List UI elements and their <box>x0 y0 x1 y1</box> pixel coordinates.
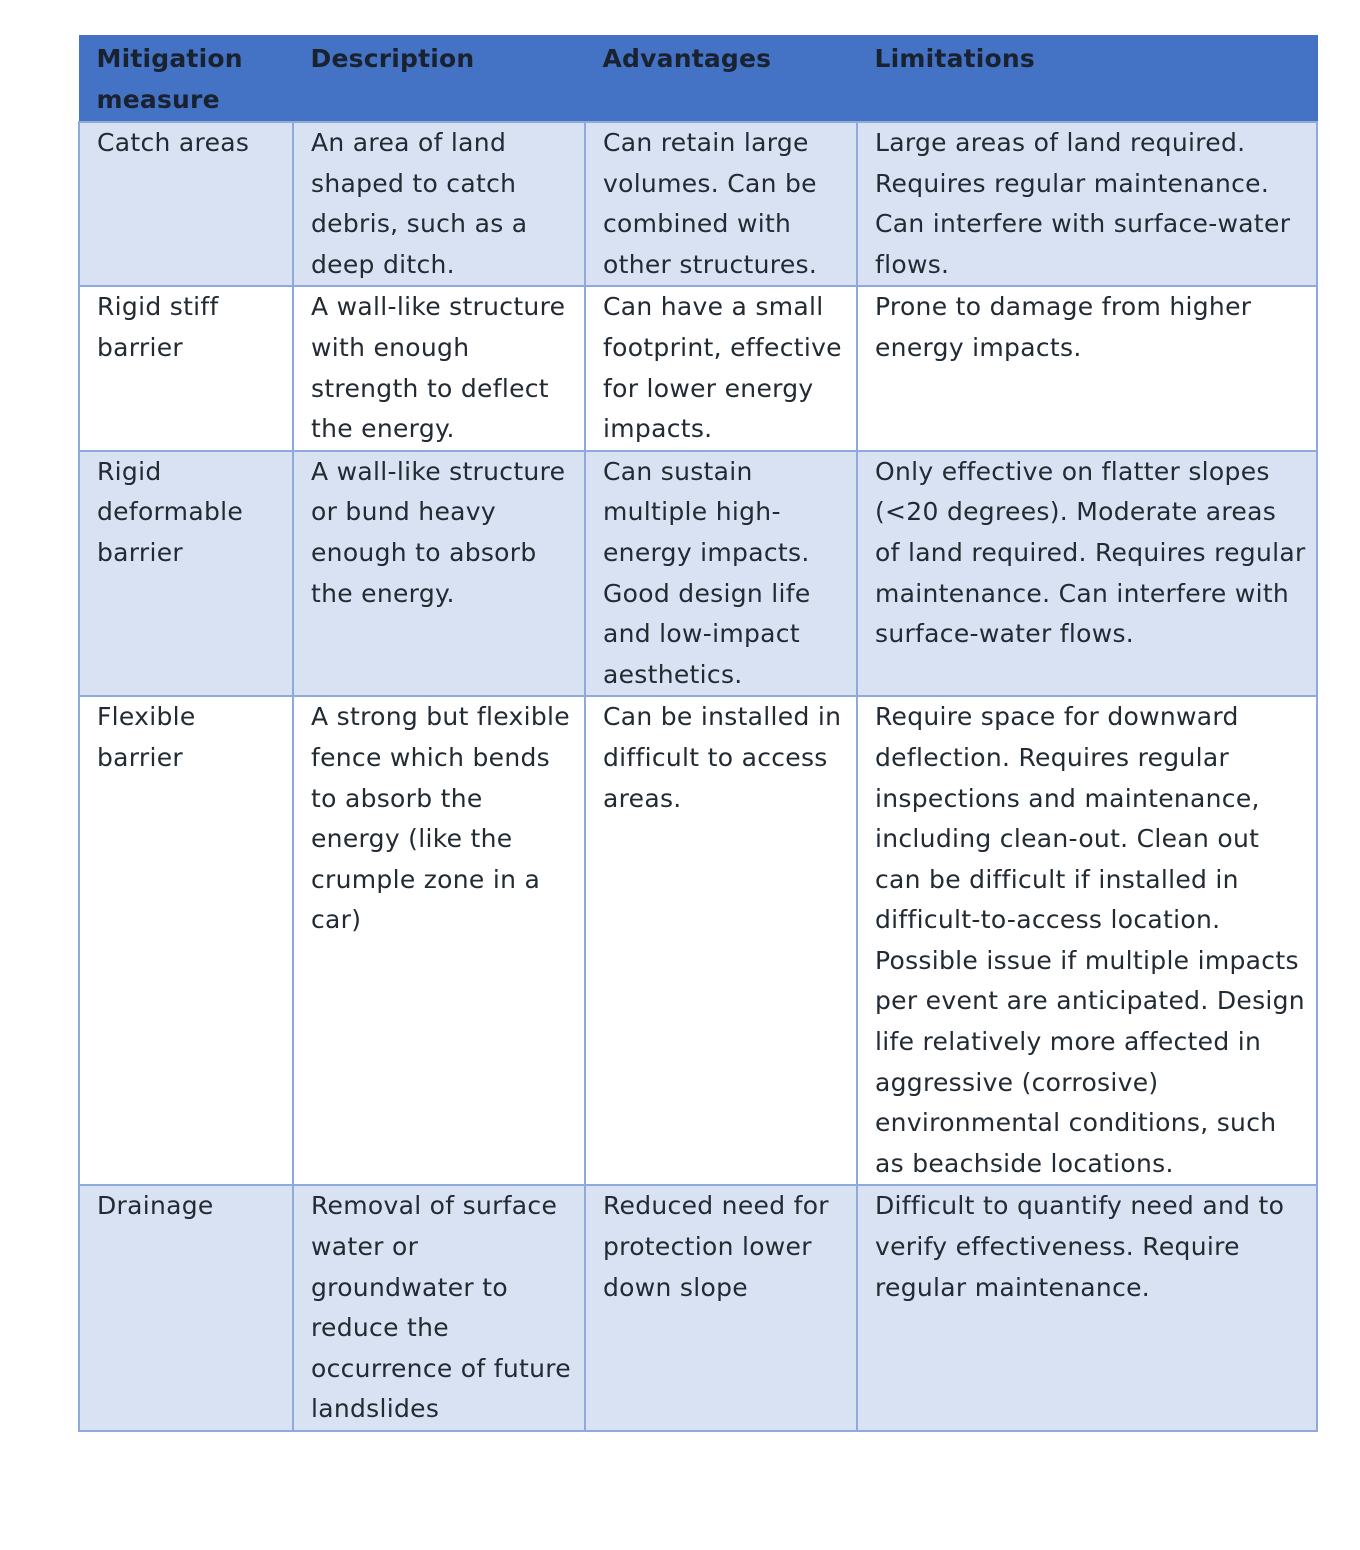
mitigation-table-container <box>78 35 1316 1432</box>
cell-advantages: Reduced need for protection lower down slope <box>585 1185 857 1431</box>
cell-description: A strong but flexible fence which bends to absorb the energy (like the crumple zone in a car) <box>293 696 585 1185</box>
cell-limitations: Difficult to quantify need and to verify effectiveness. Require regular maintenance. <box>857 1185 1317 1431</box>
cell-limitations: Large areas of land required. Requires regular maintenance. Can interfere with surface-water flows. <box>857 122 1317 286</box>
header-description: Description <box>293 36 585 123</box>
cell-advantages: Can be installed in difficult to access areas. <box>585 696 857 1185</box>
cell-limitations: Only effective on flatter slopes (<20 degrees). Moderate areas of land required. Requires regular maintenance. Can interfere with surface-water flows. <box>857 451 1317 697</box>
cell-measure: Flexible barrier <box>79 696 293 1185</box>
header-limitations: Limitations <box>857 36 1317 123</box>
cell-measure: Catch areas <box>79 122 293 286</box>
table-row-rigid-stiff-barrier <box>79 286 1317 450</box>
header-advantages: Advantages <box>585 36 857 123</box>
cell-limitations: Prone to damage from higher energy impacts. <box>857 286 1317 450</box>
mitigation-measures-table <box>78 35 1318 1432</box>
cell-description: Removal of surface water or groundwater to reduce the occurrence of future landslides <box>293 1185 585 1431</box>
cell-description: A wall-like structure with enough strength to deflect the energy. <box>293 286 585 450</box>
cell-description: A wall-like structure or bund heavy enough to absorb the energy. <box>293 451 585 697</box>
cell-measure: Rigid deformable barrier <box>79 451 293 697</box>
cell-advantages: Can retain large volumes. Can be combined with other structures. <box>585 122 857 286</box>
cell-advantages: Can sustain multiple high-energy impacts. Good design life and low-impact aesthetics. <box>585 451 857 697</box>
cell-description: An area of land shaped to catch debris, such as a deep ditch. <box>293 122 585 286</box>
header-row <box>79 36 1317 123</box>
cell-measure: Rigid stiff barrier <box>79 286 293 450</box>
table-header <box>79 36 1317 123</box>
table-row-rigid-deformable-barrier <box>79 451 1317 697</box>
table-row-catch-areas <box>79 122 1317 286</box>
cell-advantages: Can have a small footprint, effective for lower energy impacts. <box>585 286 857 450</box>
cell-measure: Drainage <box>79 1185 293 1431</box>
table-row-flexible-barrier <box>79 696 1317 1185</box>
table-body <box>79 122 1317 1431</box>
header-mitigation-measure: Mitigation measure <box>79 36 293 123</box>
cell-limitations: Require space for downward deflection. Requires regular inspections and maintenance, including clean-out. Clean out can be difficult if installed in difficult-to-access location. Possible issue if multiple impacts per event are anticipated. Design life relatively more affected in aggressive (corrosive) environmental conditions, such as beachside locations. <box>857 696 1317 1185</box>
table-row-drainage <box>79 1185 1317 1431</box>
